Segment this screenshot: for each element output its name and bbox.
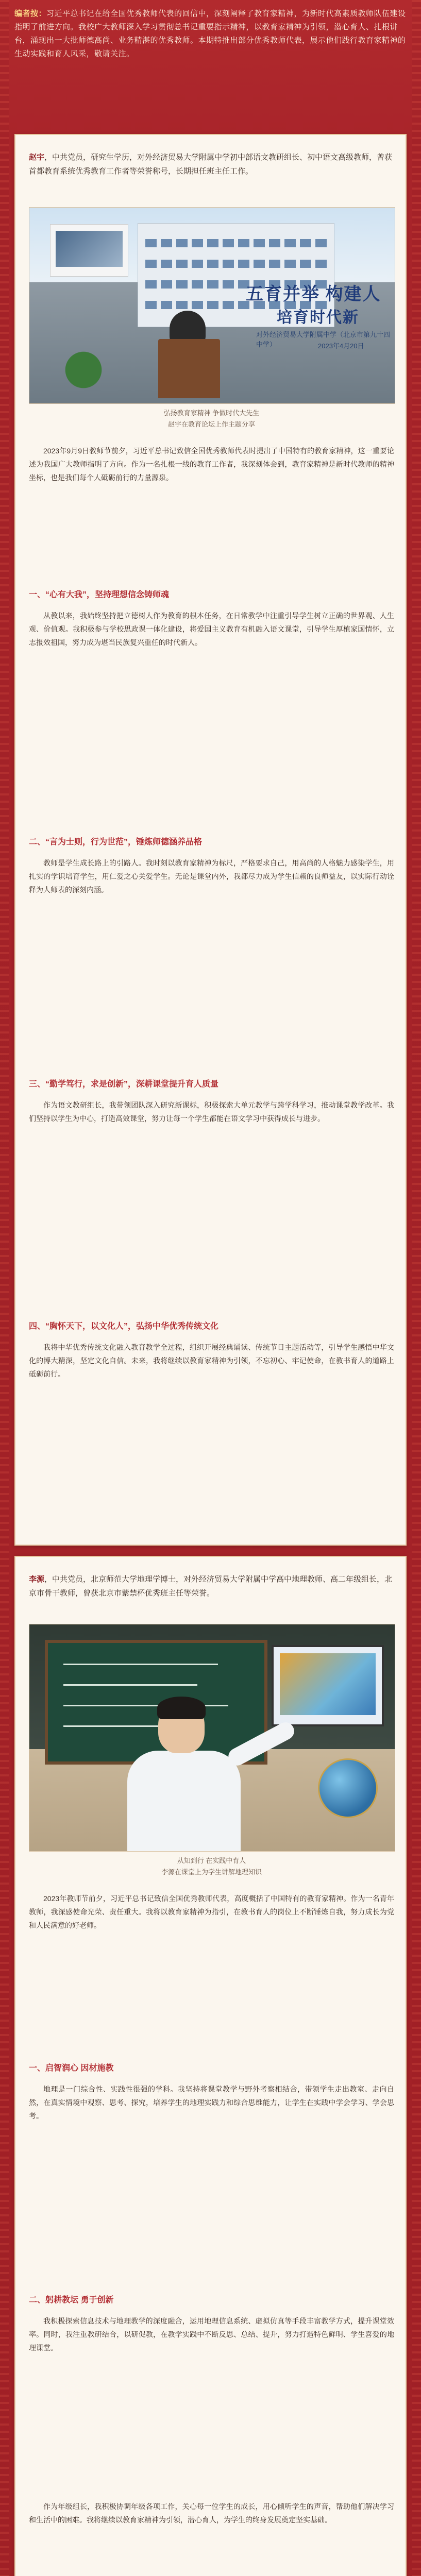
teacher1-heading-1: 一、“心有大我”，坚持理想信念铸师魂 xyxy=(29,590,170,599)
teacher1-paragraph-4: 我将中华优秀传统文化融入教育教学全过程，组织开展经典诵读、传统节日主题活动等，引导学生感悟中华文化的博大精深，坚定文化自信。未来，我将继续以教育家精神为引领，不忘初心、牢记使命，在教书育人的道路上砥砺前行。 xyxy=(29,1343,394,1378)
teacher1-profile xyxy=(29,150,394,178)
teacher2-paragraph-2: 我积极探索信息技术与地理教学的深度融合，运用地理信息系统、虚拟仿真等手段丰富教学方式，提升课堂效率。同时，我注重教研结合，以研促教，在教学实践中不断反思、总结、提升，努力打造特色鲜明、学生喜爱的地理课堂。 xyxy=(29,2317,394,2352)
plant-decoration xyxy=(60,347,107,393)
teacher2-profile-text: ，中共党员，北京师范大学地理学博士，对外经济贸易大学附属中学高中地理教师、高二年级组长，北京市骨干教师，曾获北京市紫禁杯优秀班主任等荣誉。 xyxy=(29,1575,393,1598)
right-ornament xyxy=(412,0,421,2576)
teacher-card-1 xyxy=(14,134,407,1546)
banner-image xyxy=(50,224,128,277)
teacher1-caption-sub: 赵宇在教育论坛上作主题分享 xyxy=(167,420,255,428)
teacher-figure-hair xyxy=(157,1697,206,1719)
editor-note xyxy=(14,7,407,61)
teacher1-paragraph-1: 从教以来，我始终坚持把立德树人作为教育的根本任务，在日常教学中注重引导学生树立正确的世界观、人生观、价值观。我积极参与学校思政课一体化建设，将爱国主义教育有机融入语文课堂，引导学生厚植家国情怀，立志报效祖国，努力成为堪当民族复兴重任的时代新人。 xyxy=(29,612,394,647)
left-ornament xyxy=(0,0,9,2576)
teacher1-profile-text: ，中共党员，研究生学历，对外经济贸易大学附属中学初中部语文教研组长、初中语文高级教师，曾获首都教育系统优秀教育工作者等荣誉称号，长期担任班主任工作。 xyxy=(29,153,393,176)
teacher2-intro-paragraph: 2023年教师节前夕，习近平总书记致信全国优秀教师代表，高度概括了中国特有的教育家精神。作为一名青年教师，我深感使命光荣、责任重大。我将以教育家精神为指引，在教书育人的岗位上不断锤炼自我，努力成长为党和人民满意的好老师。 xyxy=(29,1894,394,1929)
teacher1-paragraph-3: 作为语文教研组长，我带领团队深入研究新课标，积极探索大单元教学与跨学科学习，推动课堂教学改革。我们坚持以学生为中心，打造高效课堂，努力让每一个学生都能在语文学习中获得成长与进步。 xyxy=(29,1101,394,1123)
teacher2-heading-1: 一、启智润心 因材施教 xyxy=(29,2064,114,2073)
editor-note-text: 习近平总书记在给全国优秀教师代表的回信中，深刻阐释了教育家精神，为新时代高素质教师队伍建设指明了前进方向。我校广大教师深入学习贯彻总书记重要指示精神，以教育家精神为引领，潜心育人、扎根讲台，涌现出一大批师德高尚、业务精湛的优秀教师。本期特推出部分优秀教师代表，展示他们践行教育家精神的生动实践和育人风采，敬请关注。 xyxy=(14,9,406,58)
teacher2-profile xyxy=(29,1572,394,1600)
slide-title-line1: 五育并举 构建人 xyxy=(246,285,381,304)
teacher2-paragraph-3: 作为年级组长，我积极协调年级各项工作，关心每一位学生的成长，用心倾听学生的声音，帮助他们解决学习和生活中的困难。我将继续以教育家精神为引领，潜心育人，为学生的终身发展奠定坚实基础。 xyxy=(29,2502,394,2524)
teacher2-caption-sub: 李源在课堂上为学生讲解地理知识 xyxy=(161,1868,262,1876)
teacher1-name: 赵宇 xyxy=(29,153,45,162)
teacher1-heading-4: 四、“胸怀天下，以文化人”，弘扬中华优秀传统文化 xyxy=(29,1322,219,1331)
teacher2-name: 李源 xyxy=(29,1575,45,1584)
teacher1-paragraph-2: 教师是学生成长路上的引路人。我时刻以教育家精神为标尺，严格要求自己，用高尚的人格魅力感染学生，用扎实的学识培育学生，用仁爱之心关爱学生。无论是课堂内外，我都尽力成为学生信赖的良师益友，以实际行动诠释为人师表的深刻内涵。 xyxy=(29,859,394,894)
teacher1-caption: 弘扬教育家精神 争做时代大先生 xyxy=(163,409,260,417)
teacher1-heading-3: 三、“勤学笃行，求是创新”，深耕课堂提升育人质量 xyxy=(29,1080,219,1089)
teacher-card-2 xyxy=(14,1556,407,2576)
teacher1-heading-2: 二、“言为士则，行为世范”，锤炼师德涵养品格 xyxy=(29,838,203,846)
teacher2-paragraph-1: 地理是一门综合性、实践性很强的学科。我坚持将课堂教学与野外考察相结合，带领学生走出教室、走向自然，在真实情境中观察、思考、探究，培养学生的地理实践力和综合思维能力，让学生在实践中学会学习、学会思考。 xyxy=(29,2085,394,2120)
teacher1-photo xyxy=(29,207,395,404)
teacher2-photo xyxy=(29,1624,395,1852)
podium xyxy=(158,339,220,398)
editor-note-lead: 编者按： xyxy=(14,9,47,18)
globe xyxy=(318,1758,378,1818)
teacher2-heading-2: 二、躬耕教坛 勇于创新 xyxy=(29,2296,114,2304)
slide-title-line2: 培育时代新 xyxy=(277,309,359,326)
teacher-figure-body xyxy=(127,1751,241,1852)
chalkboard xyxy=(45,1640,267,1765)
slide-subtitle: 对外经济贸易大学附属中学（北京市第九十四中学） xyxy=(256,331,391,348)
projection-screen xyxy=(272,1645,384,1726)
teacher2-caption: 从知到行 在实践中育人 xyxy=(177,1857,246,1865)
slide-date: 2023年4月20日 xyxy=(318,342,364,350)
teacher1-intro-paragraph: 2023年9月9日教师节前夕，习近平总书记致信全国优秀教师代表时提出了中国特有的教育家精神，这一重要论述为我国广大教师指明了方向。作为一名扎根一线的教育工作者，我深刻体会到，教育家精神是新时代教师的精神坐标，也是我们每个人砥砺前行的力量源泉。 xyxy=(29,447,394,482)
